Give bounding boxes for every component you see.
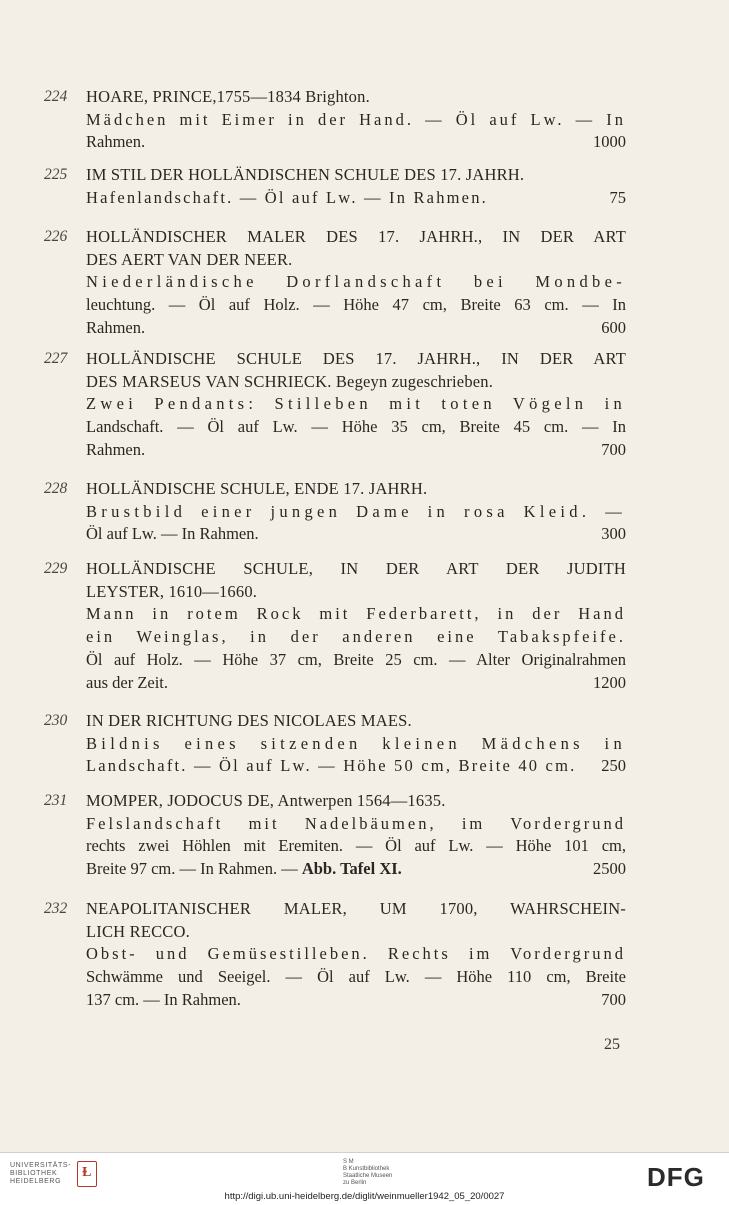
entry-text: leuchtung. — Öl auf Holz. — Höhe 47 cm, Breite 63 cm. — In: [86, 295, 626, 315]
permalink-url[interactable]: http://digi.ub.uni-heidelberg.de/diglit/weinmueller1942_05_20/0027: [224, 1191, 505, 1202]
catalog-entry-231: [44, 790, 626, 881]
entry-text: rechts zwei Höhlen mit Eremiten. — Öl auf Lw. — Höhe 101 cm,: [86, 836, 626, 856]
entry-heading: LICH RECCO.: [86, 921, 190, 941]
entry-last-line: [86, 131, 626, 154]
lot-number: 226: [44, 228, 68, 245]
entry-heading: MOMPER, JODOCUS DE, Antwerpen 1564—1635.: [86, 791, 446, 810]
entry-text: Breite 97 cm. — In Rahmen. — Abb. Tafel XI.: [86, 859, 402, 879]
price: 700: [601, 989, 626, 1009]
entry-last-line: [86, 439, 626, 462]
entry-text: Rahmen.: [86, 439, 146, 459]
entry-last-line: [86, 317, 626, 340]
catalog-entry-230: [44, 710, 626, 778]
lot-number: 232: [44, 900, 68, 917]
entry-text: ein Weinglas, in der anderen eine Tabakspfeife.: [86, 627, 626, 647]
lot-number: 230: [44, 712, 68, 729]
price: 1000: [593, 132, 626, 152]
entry-heading: HOLLÄNDISCHE SCHULE, ENDE 17. JAHRH.: [86, 479, 428, 498]
university-name: UNIVERSITÄTS- BIBLIOTHEK HEIDELBERG: [10, 1162, 72, 1185]
entry-text: aus der Zeit.: [86, 672, 169, 692]
catalog-entry-225: [44, 164, 626, 209]
lot-number: 227: [44, 350, 68, 367]
lot-number: 224: [44, 88, 68, 105]
entry-text: Mädchen mit Eimer in der Hand. — Öl auf Lw. — In: [86, 109, 626, 129]
entry-text: Felslandschaft mit Nadelbäumen, im Vordergrund: [86, 813, 626, 833]
plate-reference: Abb. Tafel XI.: [301, 859, 402, 879]
page-number: 25: [604, 1036, 620, 1053]
entry-heading: DES MARSEUS VAN SCHRIECK. Begeyn zugeschrieben.: [86, 371, 494, 391]
library-stamp: S M B Kunstbibliothek Staatliche Museen zu Berlin: [343, 1159, 393, 1186]
entry-last-line: [86, 523, 626, 546]
entry-text: Landschaft. — Öl auf Lw. — Höhe 35 cm, Breite 45 cm. — In: [86, 417, 626, 437]
entry-heading: NEAPOLITANISCHER MALER, UM 1700, WAHRSCHEIN-: [86, 899, 626, 918]
lot-number: 228: [44, 480, 68, 497]
entry-text: Mann in rotem Rock mit Federbarett, in der Hand: [86, 604, 626, 624]
price: 2500: [593, 859, 626, 879]
price: 600: [601, 317, 626, 337]
lot-number: 229: [44, 560, 68, 577]
entry-text: Schwämme und Seeigel. — Öl auf Lw. — Höhe 110 cm, Breite: [86, 967, 626, 987]
university-library-logo[interactable]: [10, 1161, 97, 1187]
entry-heading: HOLLÄNDISCHE SCHULE DES 17. JAHRH., IN DER ART: [86, 349, 626, 368]
dfg-logo[interactable]: DFG: [647, 1162, 705, 1192]
catalog-entry-232: [44, 898, 626, 1012]
entry-last-line: [86, 755, 626, 778]
library-seal-icon: Ɫ: [77, 1161, 97, 1187]
viewer-footer: [0, 1152, 729, 1205]
entry-heading: HOLLÄNDISCHE SCHULE, IN DER ART DER JUDITH: [86, 559, 626, 578]
entry-text: Öl auf Lw. — In Rahmen.: [86, 524, 259, 544]
entry-last-line: [86, 989, 626, 1012]
entry-text: Obst- und Gemüsestilleben. Rechts im Vordergrund: [86, 944, 626, 964]
lot-number: 225: [44, 166, 68, 183]
price: 250: [601, 756, 626, 776]
catalog-entry-226: [44, 226, 626, 340]
entry-text: Bildnis eines sitzenden kleinen Mädchens in: [86, 733, 626, 753]
entry-text: Rahmen.: [86, 132, 146, 152]
lot-number: 231: [44, 792, 68, 809]
price: 300: [601, 524, 626, 544]
catalog-entry-229: [44, 558, 626, 694]
entry-text: 137 cm. — In Rahmen.: [86, 989, 241, 1009]
catalog-entry-224: [44, 86, 626, 154]
price: 1200: [593, 672, 626, 692]
entry-last-line: [86, 187, 626, 210]
entry-last-line: [86, 672, 626, 695]
entry-text: Rahmen.: [86, 317, 146, 337]
entry-heading: DES AERT VAN DER NEER.: [86, 249, 293, 269]
entry-heading: HOLLÄNDISCHER MALER DES 17. JAHRH., IN DER ART: [86, 227, 626, 246]
catalog-entry-228: [44, 478, 626, 546]
entry-text: Öl auf Holz. — Höhe 37 cm, Breite 25 cm. — Alter Originalrahmen: [86, 649, 626, 669]
entry-last-line: [86, 858, 626, 881]
price: 700: [601, 439, 626, 459]
entry-text: Hafenlandschaft. — Öl auf Lw. — In Rahmen.: [86, 187, 488, 207]
entry-text: Brustbild einer jungen Dame in rosa Kleid. —: [86, 501, 626, 521]
entry-heading: LEYSTER, 1610—1660.: [86, 581, 258, 601]
entry-heading: HOARE, PRINCE,1755—1834 Brighton.: [86, 87, 370, 106]
entry-heading: IN DER RICHTUNG DES NICOLAES MAES.: [86, 711, 412, 730]
entry-text: Zwei Pendants: Stilleben mit toten Vögeln in: [86, 394, 626, 414]
catalog-entry-227: [44, 348, 626, 462]
entry-text: Niederländische Dorflandschaft bei Mondbe-: [86, 272, 626, 292]
entry-text: Landschaft. — Öl auf Lw. — Höhe 50 cm, Breite 40 cm.: [86, 756, 577, 776]
price: 75: [609, 187, 626, 207]
entry-heading: IM STIL DER HOLLÄNDISCHEN SCHULE DES 17. JAHRH.: [86, 165, 525, 184]
